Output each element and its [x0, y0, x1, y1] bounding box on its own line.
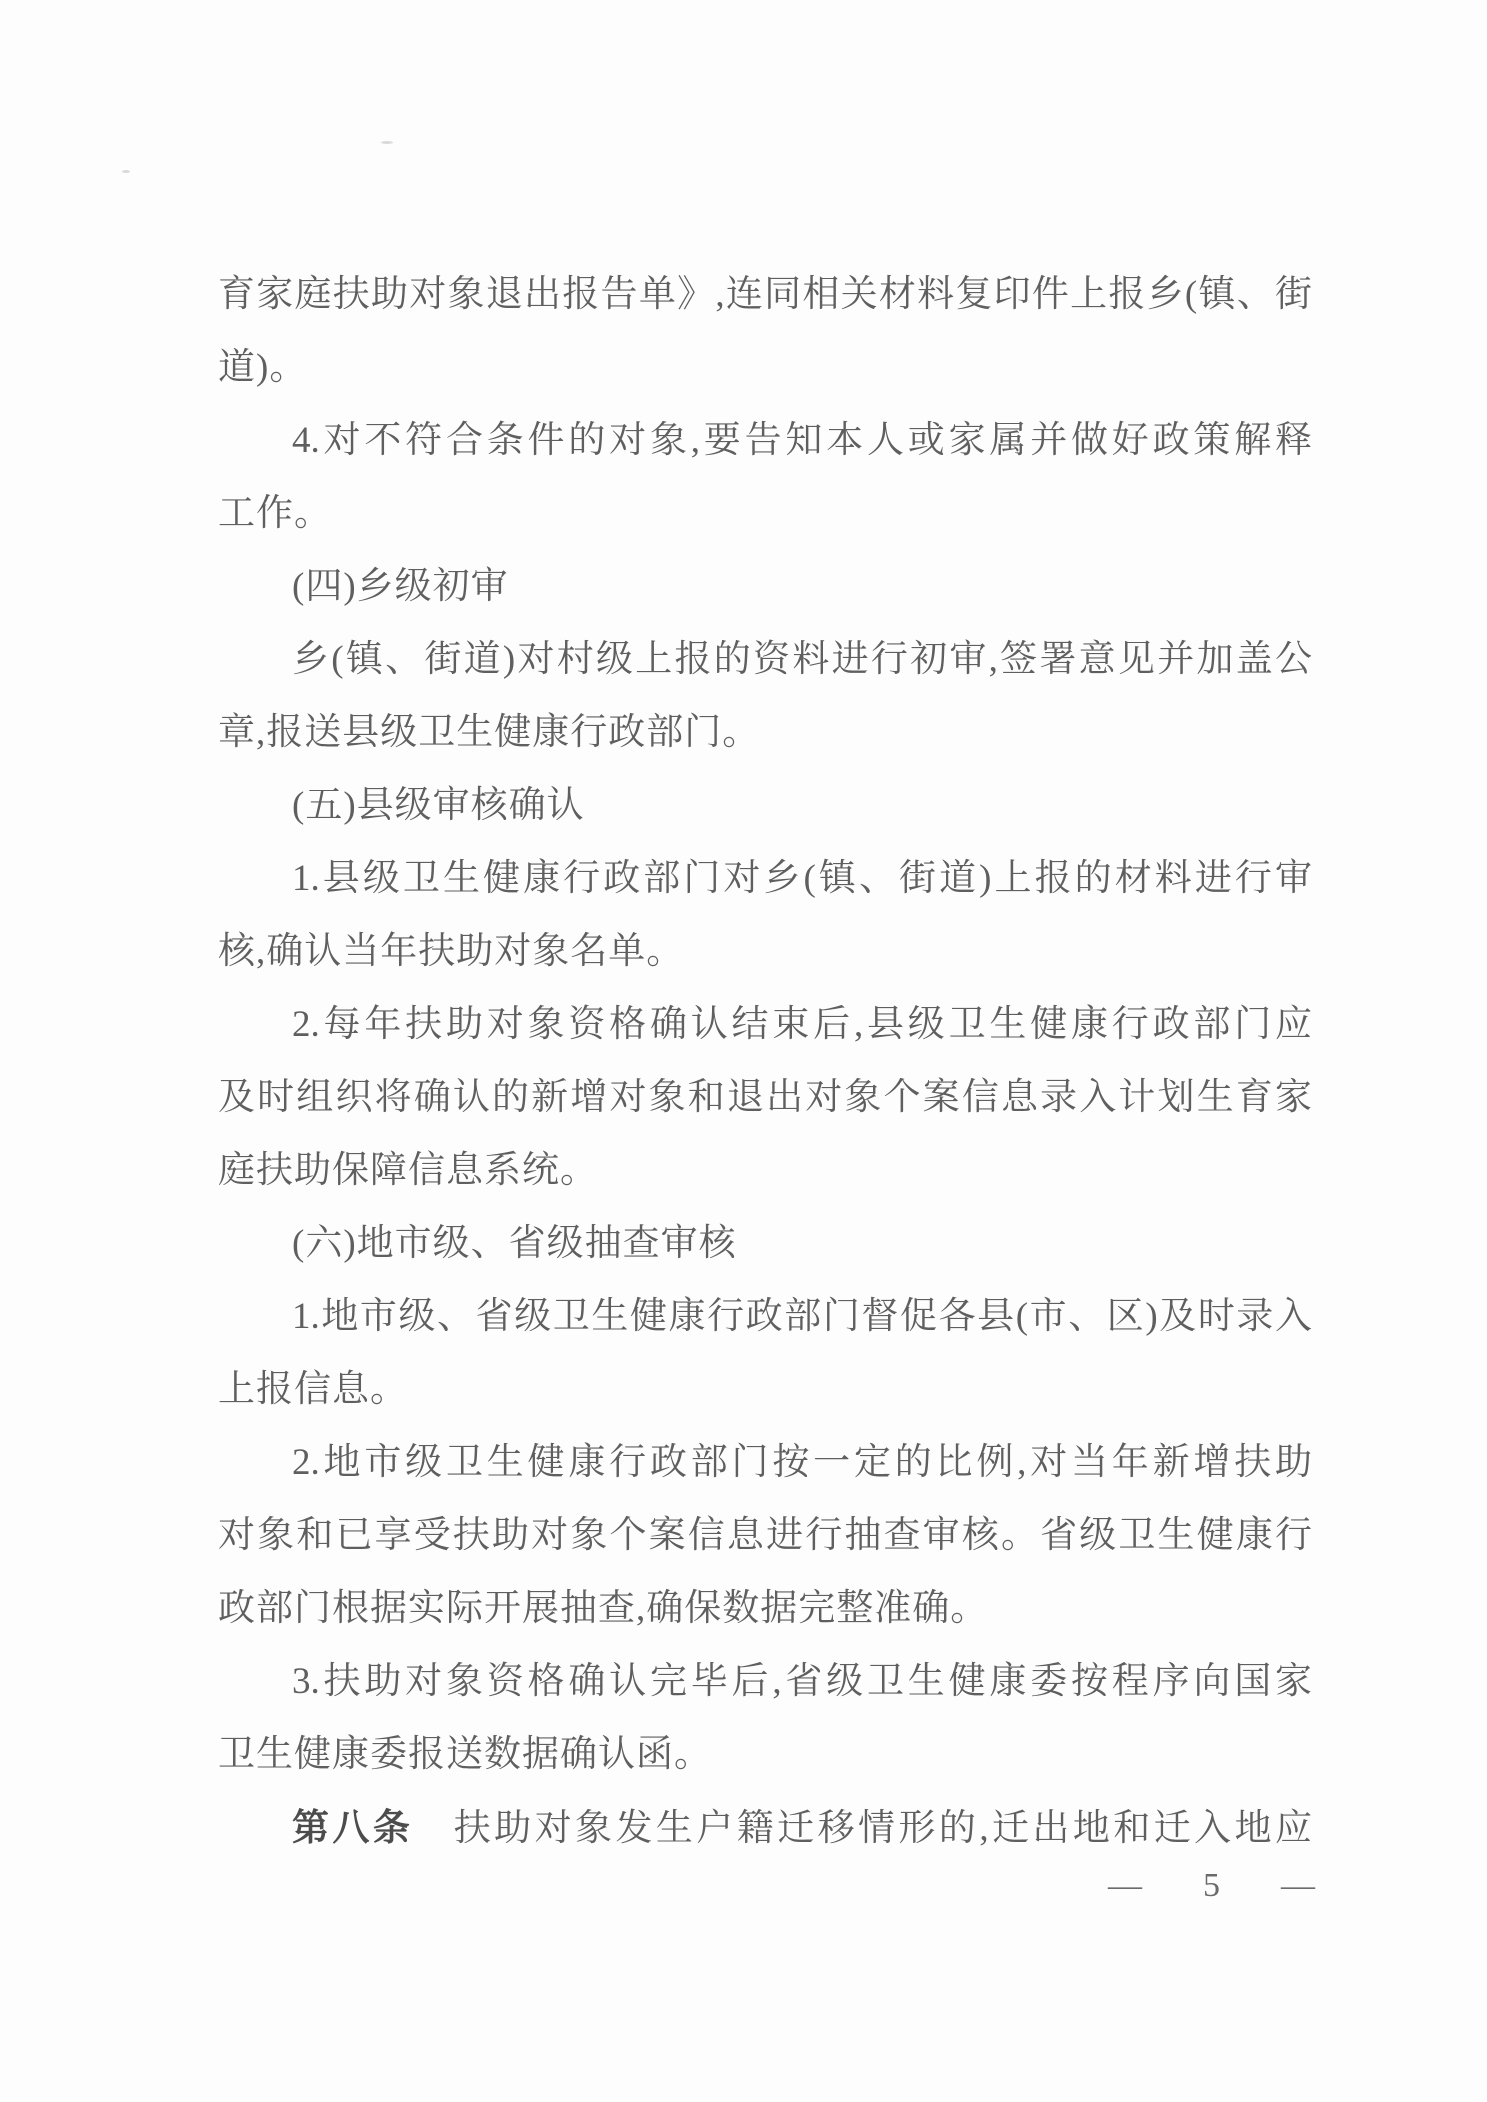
text-line-19: 政部门根据实际开展抽查,确保数据完整准确。 — [218, 1588, 989, 1629]
text-line-12: 及时组织将确认的新增对象和退出对象个案信息录入计划生育家 — [218, 1077, 1312, 1118]
text-line-9: 1.县级卫生健康行政部门对乡(镇、街道)上报的材料进行审 — [292, 858, 1312, 899]
article-number-label: 第八条 — [292, 1807, 414, 1848]
text-line-10: 核,确认当年扶助对象名单。 — [218, 931, 685, 972]
scan-artifact — [122, 170, 130, 173]
text-line-13: 庭扶助保障信息系统。 — [218, 1150, 598, 1191]
text-line-14: (六)地市级、省级抽查审核 — [292, 1223, 737, 1264]
text-line-8: (五)县级审核确认 — [292, 785, 585, 826]
text-line-11: 2.每年扶助对象资格确认结束后,县级卫生健康行政部门应 — [292, 1004, 1312, 1045]
text-line-4: 工作。 — [218, 493, 332, 534]
text-line-17: 2.地市级卫生健康行政部门按一定的比例,对当年新增扶助 — [292, 1442, 1312, 1483]
scan-artifact — [381, 141, 393, 144]
text-line-1: 育家庭扶助对象退出报告单》,连同相关材料复印件上报乡(镇、街 — [218, 274, 1312, 315]
page-number: — 5 — — [1108, 1867, 1319, 1904]
text-line-15: 1.地市级、省级卫生健康行政部门督促各县(市、区)及时录入 — [292, 1296, 1312, 1337]
text-line-20: 3.扶助对象资格确认完毕后,省级卫生健康委按程序向国家 — [292, 1661, 1312, 1702]
document-body — [218, 258, 1312, 1864]
text-line-5: (四)乡级初审 — [292, 566, 509, 607]
text-line-6: 乡(镇、街道)对村级上报的资料进行初审,签署意见并加盖公 — [292, 639, 1312, 680]
text-line-7: 章,报送县级卫生健康行政部门。 — [218, 712, 761, 753]
text-line-16: 上报信息。 — [218, 1369, 408, 1410]
text-line-21: 卫生健康委报送数据确认函。 — [218, 1734, 712, 1775]
text-line-3: 4.对不符合条件的对象,要告知本人或家属并做好政策解释 — [292, 420, 1312, 461]
text-line-22: 第八条 扶助对象发生户籍迁移情形的,迁出地和迁入地应 — [292, 1807, 1312, 1849]
text-line-18: 对象和已享受扶助对象个案信息进行抽查审核。省级卫生健康行 — [218, 1515, 1312, 1556]
text-line-2: 道)。 — [218, 347, 308, 388]
